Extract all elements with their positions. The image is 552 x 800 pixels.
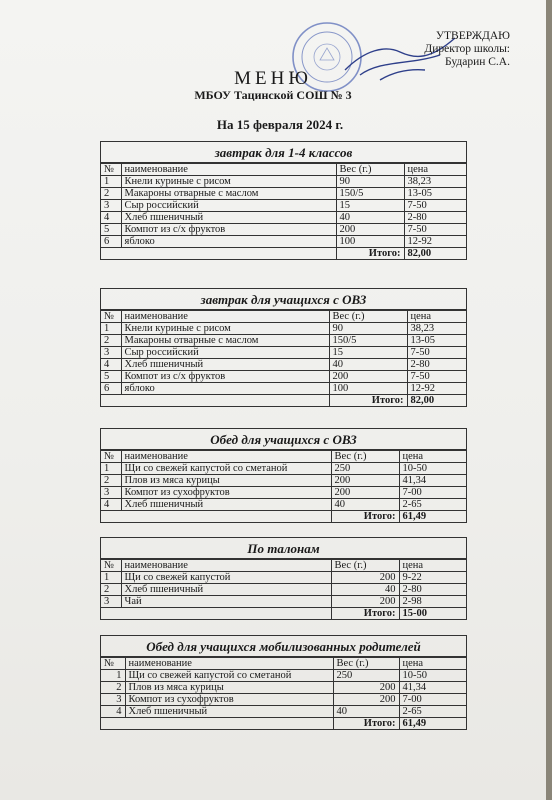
table-row — [101, 463, 466, 475]
row-name: Макароны отварные с маслом — [121, 335, 329, 347]
total-label: Итого: — [333, 718, 399, 730]
row-num: 3 — [101, 596, 121, 608]
table-row — [101, 706, 466, 718]
row-num: 1 — [101, 323, 121, 335]
table-row — [101, 487, 466, 499]
row-num: 3 — [101, 694, 125, 706]
row-name: Компот из с/х фруктов — [121, 224, 336, 236]
row-weight: 100 — [329, 383, 407, 395]
section-title: завтрак для учащихся с ОВЗ — [101, 289, 466, 310]
row-num: 1 — [101, 670, 125, 682]
row-num: 3 — [101, 487, 121, 499]
total-spacer — [121, 395, 329, 407]
table-row — [101, 383, 466, 395]
col-price-header: цена — [399, 451, 466, 463]
row-weight: 40 — [331, 584, 399, 596]
row-name: Хлеб пшеничный — [121, 359, 329, 371]
total-label: Итого: — [336, 248, 404, 260]
menu-date: На 15 февраля 2024 г. — [216, 117, 344, 132]
row-num: 6 — [101, 236, 121, 248]
col-price-header: цена — [407, 311, 466, 323]
row-name: Хлеб пшеничный — [121, 499, 331, 511]
row-weight: 200 — [331, 572, 399, 584]
col-price-header: цена — [399, 560, 466, 572]
table-row — [101, 499, 466, 511]
row-name: Компот из сухофруктов — [125, 694, 333, 706]
section-title: Обед для учащихся с ОВЗ — [101, 429, 466, 450]
row-price: 2-65 — [399, 499, 466, 511]
table-row — [101, 236, 466, 248]
total-spacer — [101, 718, 125, 730]
menu-table — [101, 310, 466, 406]
table-header-row — [101, 451, 466, 463]
row-weight: 150/5 — [336, 188, 404, 200]
menu-section-breakfast-1-4 — [100, 141, 467, 260]
row-weight: 200 — [333, 682, 399, 694]
menu-table — [101, 559, 466, 619]
row-price: 10-50 — [399, 670, 466, 682]
row-price: 13-05 — [404, 188, 466, 200]
row-num: 1 — [101, 572, 121, 584]
row-name: Хлеб пшеничный — [125, 706, 333, 718]
col-num-header: № — [101, 560, 121, 572]
total-spacer — [121, 608, 331, 620]
row-weight: 40 — [336, 212, 404, 224]
table-row — [101, 347, 466, 359]
total-spacer — [101, 608, 121, 620]
menu-section-lunch-ovz — [100, 428, 467, 523]
table-row — [101, 335, 466, 347]
row-price: 12-92 — [407, 383, 466, 395]
col-weight-header: Вес (г.) — [333, 658, 399, 670]
table-row — [101, 694, 466, 706]
total-spacer — [121, 248, 336, 260]
page-edge-shadow — [546, 0, 552, 800]
row-num: 4 — [101, 499, 121, 511]
total-spacer — [101, 395, 121, 407]
row-weight: 250 — [331, 463, 399, 475]
approval-position: Директор школы: — [424, 43, 510, 55]
table-row — [101, 371, 466, 383]
row-name: Кнели куриные с рисом — [121, 323, 329, 335]
section-title: завтрак для 1-4 классов — [101, 142, 466, 163]
total-spacer — [125, 718, 333, 730]
table-row — [101, 176, 466, 188]
row-weight: 150/5 — [329, 335, 407, 347]
table-row — [101, 670, 466, 682]
row-name: Щи со свежей капустой со сметаной — [121, 463, 331, 475]
table-row — [101, 596, 466, 608]
menu-table — [101, 163, 466, 259]
table-row — [101, 188, 466, 200]
row-num: 1 — [101, 176, 121, 188]
total-spacer — [121, 511, 331, 523]
row-weight: 200 — [329, 371, 407, 383]
table-header-row — [101, 164, 466, 176]
col-price-header: цена — [399, 658, 466, 670]
col-weight-header: Вес (г.) — [331, 451, 399, 463]
table-row — [101, 323, 466, 335]
col-name-header: наименование — [121, 164, 336, 176]
col-name-header: наименование — [125, 658, 333, 670]
row-num: 2 — [101, 584, 121, 596]
table-row — [101, 475, 466, 487]
table-header-row — [101, 311, 466, 323]
col-name-header: наименование — [121, 311, 329, 323]
total-label: Итого: — [329, 395, 407, 407]
col-weight-header: Вес (г.) — [331, 560, 399, 572]
row-name: Щи со свежей капустой — [121, 572, 331, 584]
row-price: 2-80 — [404, 212, 466, 224]
approval-line: УТВЕРЖДАЮ — [435, 30, 510, 42]
row-price: 7-00 — [399, 694, 466, 706]
row-name: Сыр российский — [121, 200, 336, 212]
row-num: 4 — [101, 212, 121, 224]
row-price: 7-50 — [404, 200, 466, 212]
row-name: Компот из с/х фруктов — [121, 371, 329, 383]
row-price: 2-98 — [399, 596, 466, 608]
row-num: 2 — [101, 682, 125, 694]
menu-section-coupons — [100, 537, 467, 620]
row-weight: 200 — [331, 475, 399, 487]
total-value: 82,00 — [407, 395, 466, 407]
row-price: 2-80 — [407, 359, 466, 371]
row-num: 1 — [101, 463, 121, 475]
row-name: Компот из сухофруктов — [121, 487, 331, 499]
col-weight-header: Вес (г.) — [329, 311, 407, 323]
total-row — [101, 608, 466, 620]
row-num: 2 — [101, 335, 121, 347]
row-price: 7-50 — [407, 371, 466, 383]
total-label: Итого: — [331, 608, 399, 620]
row-weight: 40 — [331, 499, 399, 511]
row-price: 2-65 — [399, 706, 466, 718]
total-row — [101, 511, 466, 523]
row-name: Сыр российский — [121, 347, 329, 359]
col-name-header: наименование — [121, 560, 331, 572]
col-price-header: цена — [404, 164, 466, 176]
document-title: МЕНЮ — [234, 68, 312, 89]
row-num: 2 — [101, 475, 121, 487]
total-value: 61,49 — [399, 718, 466, 730]
total-value: 15-00 — [399, 608, 466, 620]
row-num: 5 — [101, 224, 121, 236]
menu-table — [101, 657, 466, 729]
total-value: 61,49 — [399, 511, 466, 523]
menu-section-lunch-mobilized — [100, 635, 467, 730]
menu-section-breakfast-ovz — [100, 288, 467, 407]
menu-table — [101, 450, 466, 522]
col-name-header: наименование — [121, 451, 331, 463]
section-title: Обед для учащихся мобилизованных родителей — [101, 636, 466, 657]
row-price: 7-50 — [404, 224, 466, 236]
table-row — [101, 212, 466, 224]
row-price: 13-05 — [407, 335, 466, 347]
row-name: Хлеб пшеничный — [121, 584, 331, 596]
row-price: 12-92 — [404, 236, 466, 248]
approval-block — [424, 30, 510, 69]
row-weight: 200 — [333, 694, 399, 706]
row-name: Кнели куриные с рисом — [121, 176, 336, 188]
row-price: 41,34 — [399, 475, 466, 487]
table-row — [101, 359, 466, 371]
row-weight: 200 — [336, 224, 404, 236]
row-num: 5 — [101, 371, 121, 383]
row-price: 38,23 — [407, 323, 466, 335]
table-row — [101, 572, 466, 584]
row-price: 41,34 — [399, 682, 466, 694]
row-price: 7-50 — [407, 347, 466, 359]
col-num-header: № — [101, 311, 121, 323]
table-row — [101, 200, 466, 212]
table-row — [101, 682, 466, 694]
col-num-header: № — [101, 451, 121, 463]
row-weight: 15 — [329, 347, 407, 359]
total-row — [101, 718, 466, 730]
row-num: 4 — [101, 359, 121, 371]
row-name: яблоко — [121, 236, 336, 248]
row-name: Чай — [121, 596, 331, 608]
total-spacer — [101, 248, 121, 260]
row-weight: 90 — [336, 176, 404, 188]
row-name: Плов из мяса курицы — [125, 682, 333, 694]
row-num: 3 — [101, 347, 121, 359]
row-name: Щи со свежей капустой со сметаной — [125, 670, 333, 682]
table-header-row — [101, 658, 466, 670]
section-title: По талонам — [101, 538, 466, 559]
row-price: 38,23 — [404, 176, 466, 188]
row-name: яблоко — [121, 383, 329, 395]
row-price: 7-00 — [399, 487, 466, 499]
total-label: Итого: — [331, 511, 399, 523]
row-weight: 100 — [336, 236, 404, 248]
row-num: 3 — [101, 200, 121, 212]
row-weight: 90 — [329, 323, 407, 335]
table-row — [101, 584, 466, 596]
row-num: 6 — [101, 383, 121, 395]
row-weight: 250 — [333, 670, 399, 682]
row-name: Плов из мяса курицы — [121, 475, 331, 487]
row-price: 2-80 — [399, 584, 466, 596]
total-row — [101, 395, 466, 407]
row-weight: 15 — [336, 200, 404, 212]
row-name: Макароны отварные с маслом — [121, 188, 336, 200]
school-name: МБОУ Тацинской СОШ № 3 — [194, 88, 352, 102]
row-num: 2 — [101, 188, 121, 200]
row-weight: 200 — [331, 487, 399, 499]
row-num: 4 — [101, 706, 125, 718]
total-row — [101, 248, 466, 260]
total-spacer — [101, 511, 121, 523]
row-name: Хлеб пшеничный — [121, 212, 336, 224]
col-num-header: № — [101, 164, 121, 176]
total-value: 82,00 — [404, 248, 466, 260]
row-weight: 40 — [329, 359, 407, 371]
row-weight: 200 — [331, 596, 399, 608]
table-row — [101, 224, 466, 236]
table-header-row — [101, 560, 466, 572]
row-weight: 40 — [333, 706, 399, 718]
col-num-header: № — [101, 658, 125, 670]
approval-director-name: Бударин С.А. — [445, 56, 510, 68]
row-price: 10-50 — [399, 463, 466, 475]
row-price: 9-22 — [399, 572, 466, 584]
col-weight-header: Вес (г.) — [336, 164, 404, 176]
